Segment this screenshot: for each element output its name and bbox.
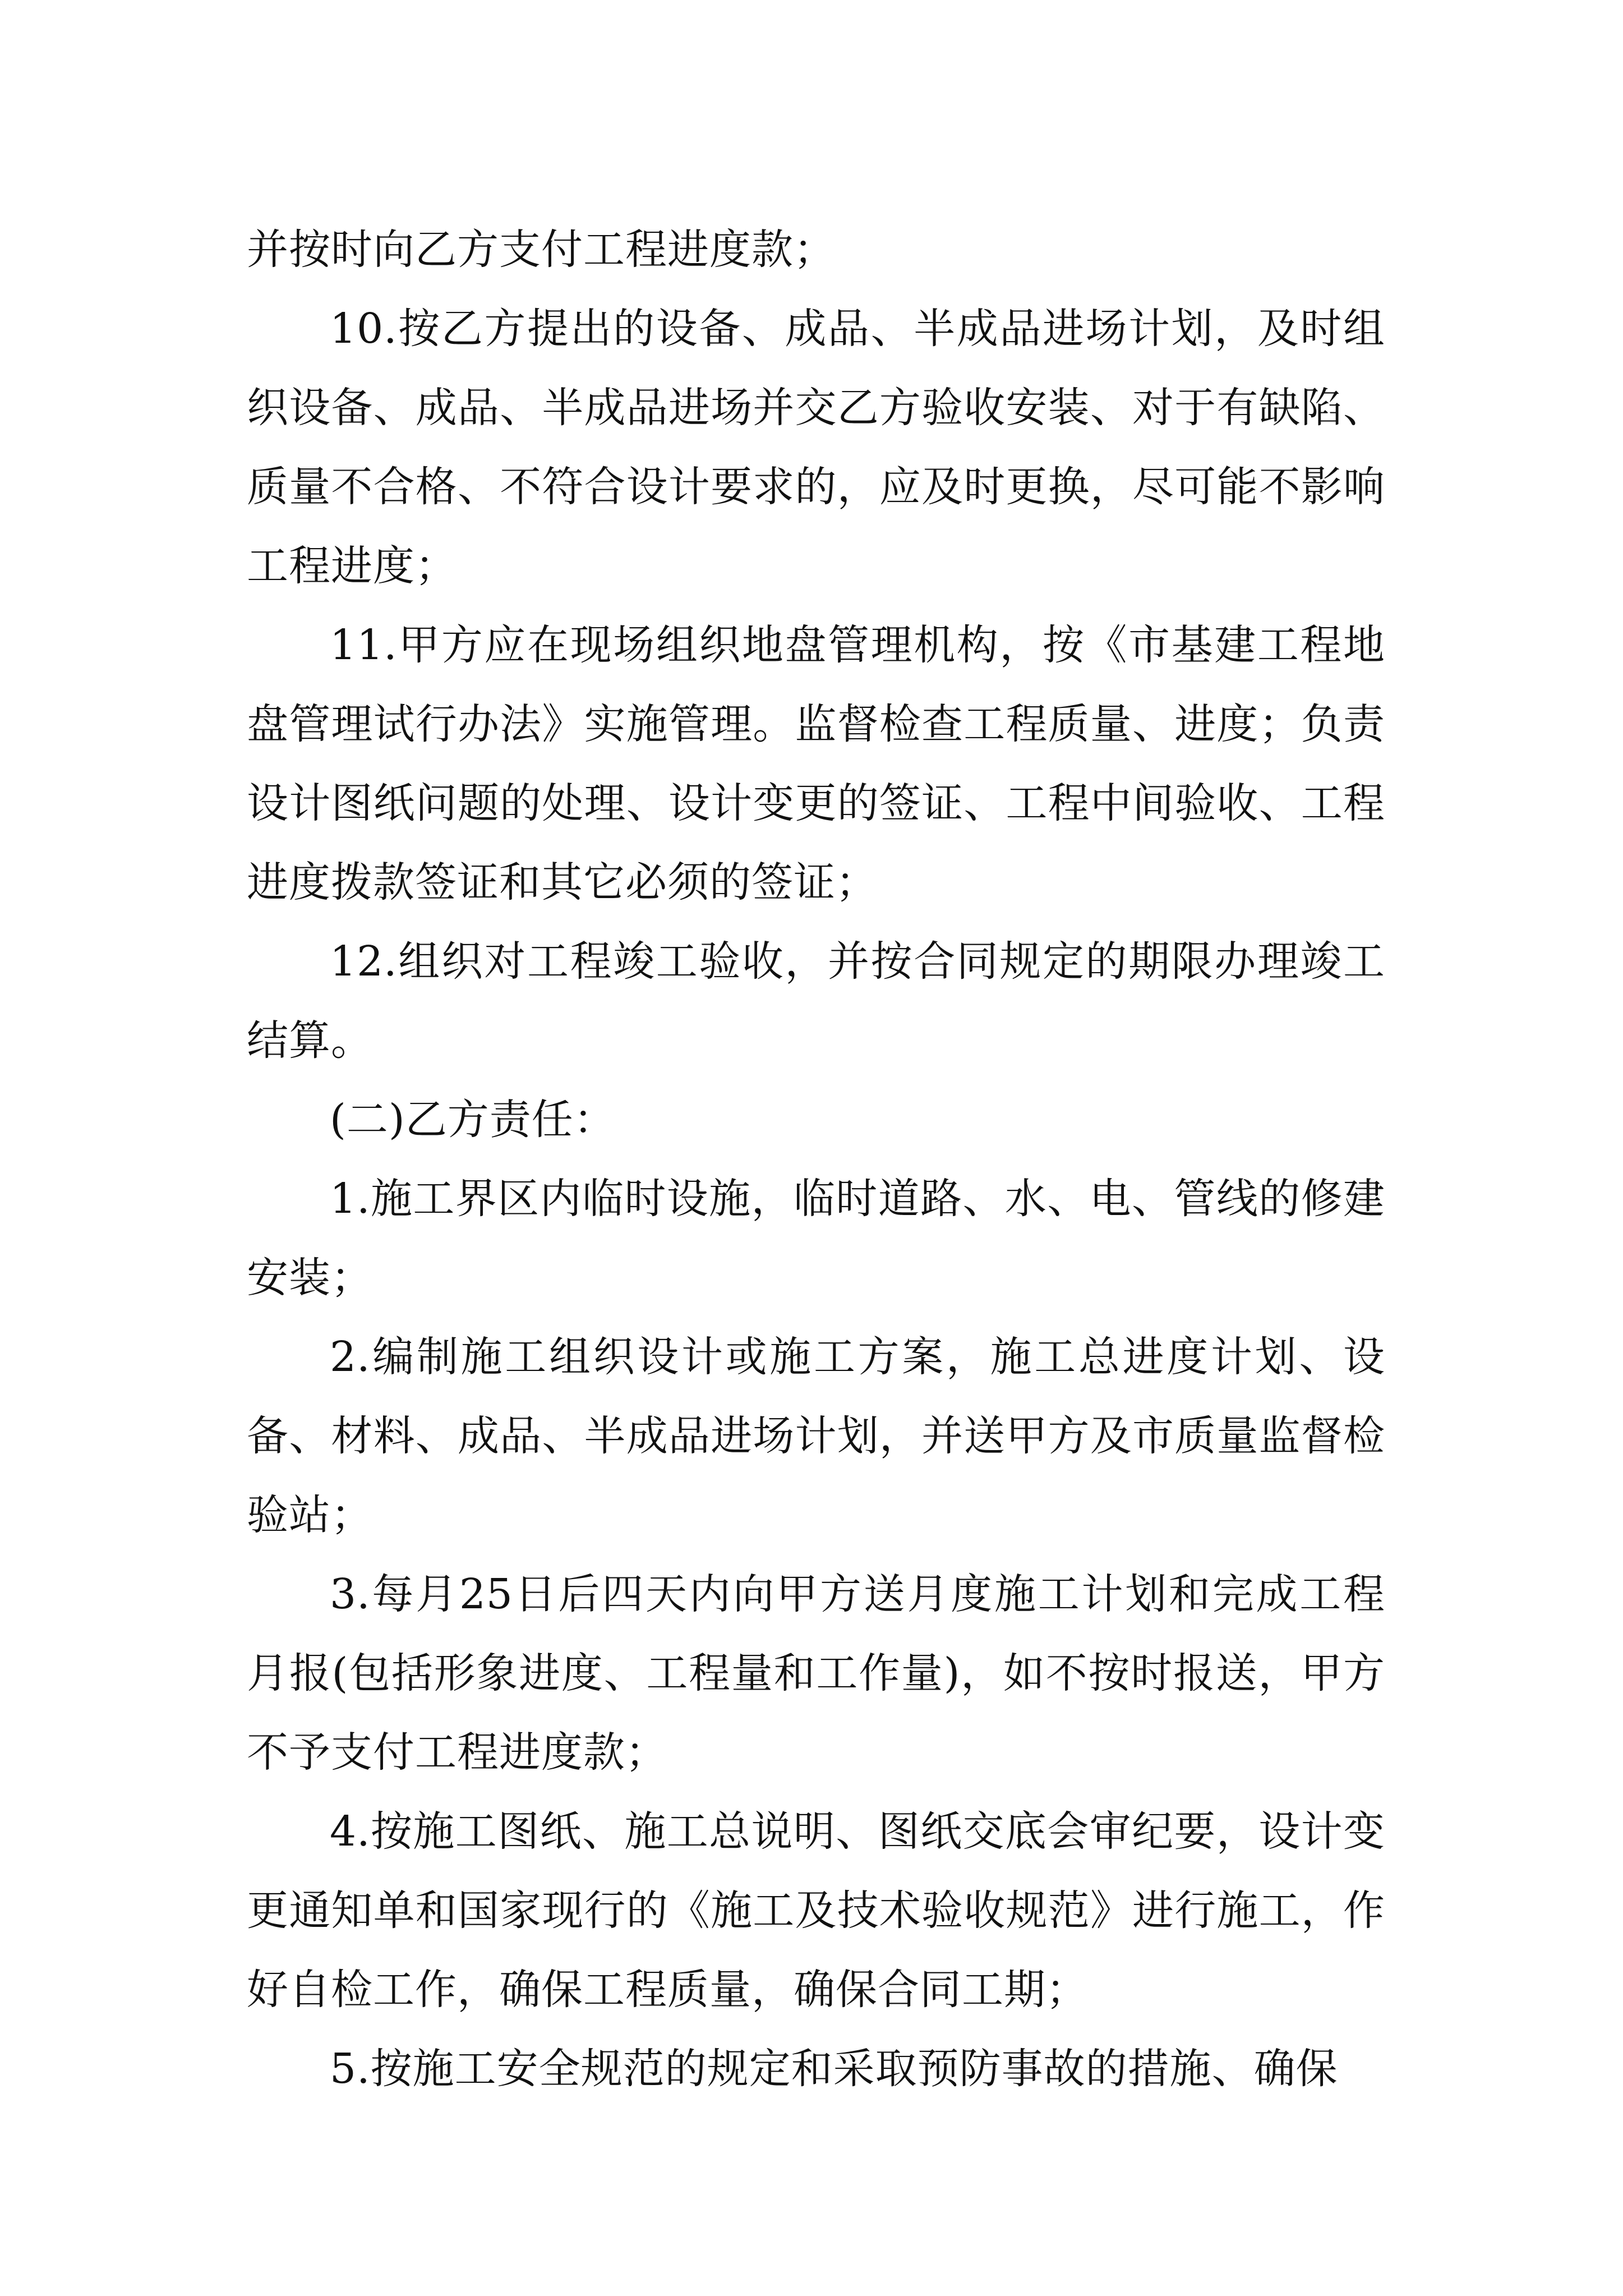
paragraph-b-item-3: 3.每月25日后四天内向甲方送月度施工计划和完成工程月报(包括形象进度、工程量和工作量)，如不按时报送，甲方不予支付工程进度款； [247,1570,1385,1777]
paragraph-item-10: 10.按乙方提出的设备、成品、半成品进场计划，及时组织设备、成品、半成品进场并交乙方验收安装、对于有缺陷、质量不合格、不符合设计要求的，应及时更换，尽可能不影响工程进度； [247,305,1385,590]
document-body [247,210,1385,2109]
section-heading-party-b: (二)乙方责任： [330,1096,616,1144]
paragraph-b-item-1: 1.施工界区内临时设施，临时道路、水、电、管线的修建安装； [247,1175,1385,1302]
paragraph-item-11: 11.甲方应在现场组织地盘管理机构，按《市基建工程地盘管理试行办法》实施管理。监督检查工程质量、进度；负责设计图纸问题的处理、设计变更的签证、工程中间验收、工程进度拨款签证和其它必须的签证； [247,621,1385,907]
paragraph-item-12: 12.组织对工程竣工验收，并按合同规定的期限办理竣工结算。 [247,937,1385,1065]
paragraph-b-item-5: 5.按施工安全规范的规定和采取预防事故的措施、确保 [330,2045,1338,2093]
paragraph-b-item-4: 4.按施工图纸、施工总说明、图纸交底会审纪要，设计变更通知单和国家现行的《施工及技术验收规范》进行施工，作好自检工作，确保工程质量，确保合同工期； [247,1807,1385,2014]
paragraph-b-item-2: 2.编制施工组织设计或施工方案，施工总进度计划、设备、材料、成品、半成品进场计划，并送甲方及市质量监督检验站； [247,1333,1385,1539]
paragraph-continuation: 并按时向乙方支付工程进度款； [247,226,836,274]
